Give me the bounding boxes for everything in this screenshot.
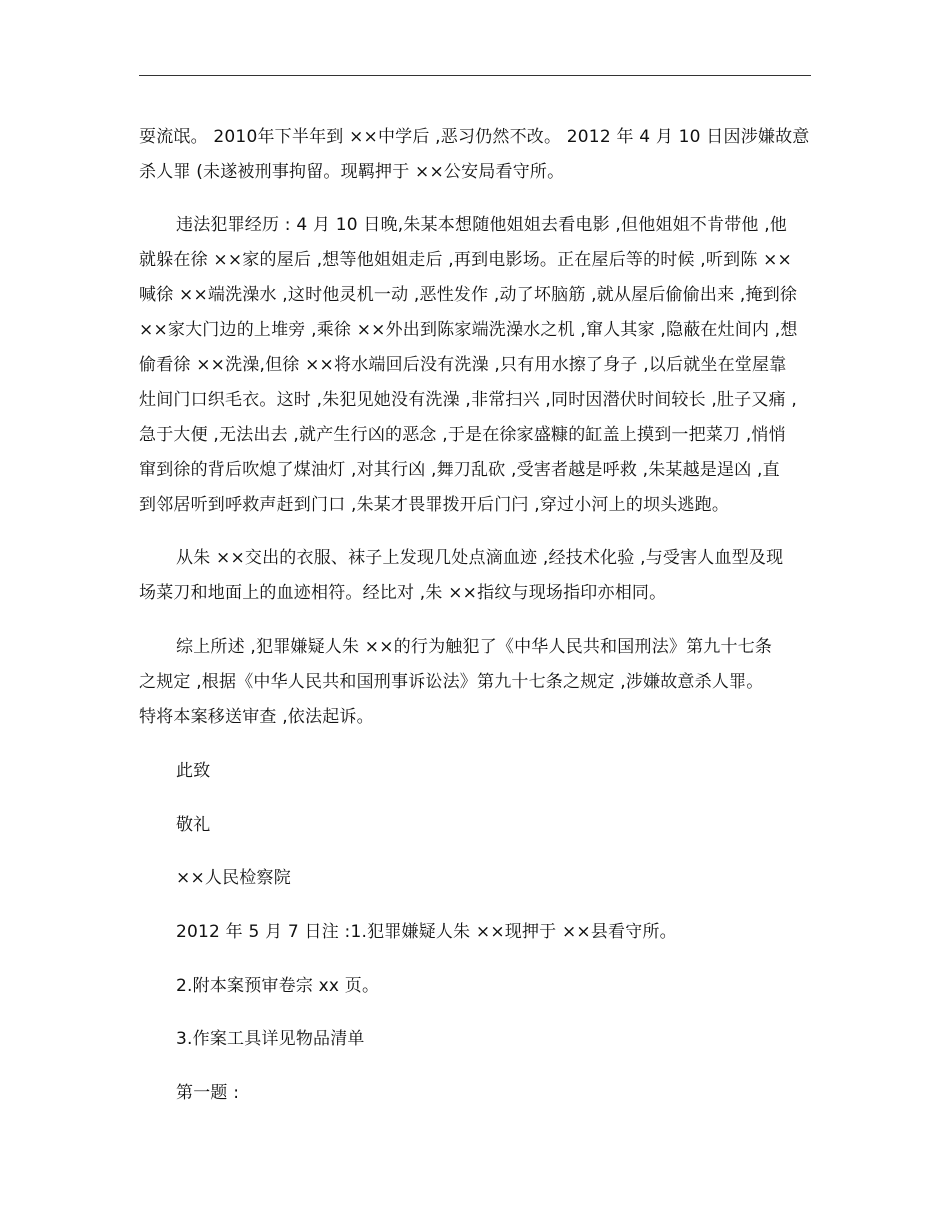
text-line-1: 耍流氓。 2010年下半年到 ××中学后 ,恶习仍然不改。 2012 年 4 月 10 日因涉嫌故意 (139, 127, 810, 147)
text-line-4: 就躲在徐 ××家的屋后 ,想等他姐姐走后 ,再到电影场。正在屋后等的时候 ,听到陈 ×× (139, 250, 793, 270)
signature-line: ××人民检察院 (176, 868, 291, 888)
text-line-9: 急于大便 ,无法出去 ,就产生行凶的恶念 ,于是在徐家盛糠的缸盖上摸到一把菜刀 ,悄悄 (139, 425, 786, 445)
text-line-12: 从朱 ××交出的衣服、袜子上发现几处点滴血迹 ,经技术化验 ,与受害人血型及现 (176, 548, 784, 568)
text-line-8: 灶间门口织毛衣。这时 ,朱犯见她没有洗澡 ,非常扫兴 ,同时因潜伏时间较长 ,肚子又痛 , (139, 390, 798, 410)
text-line-2: 杀人罪 (未遂被刑事拘留。现羁押于 ××公安局看守所。 (139, 162, 565, 182)
text-line-13: 场菜刀和地面上的血迹相符。经比对 ,朱 ××指纹与现场指印亦相同。 (139, 583, 667, 603)
text-line-10: 窜到徐的背后吹熄了煤油灯 ,对其行凶 ,舞刀乱砍 ,受害者越是呼救 ,朱某越是逞凶 ,直 (139, 460, 780, 480)
text-line-3: 违法犯罪经历 : 4 月 10 日晚,朱某本想随他姐姐去看电影 ,但他姐姐不肯带他 ,他 (176, 215, 788, 235)
header-rule (139, 75, 811, 76)
question-heading: 第一题 : (176, 1083, 240, 1103)
text-line-7: 偷看徐 ××洗澡,但徐 ××将水端回后没有洗澡 ,只有用水擦了身子 ,以后就坐在堂屋靠 (139, 355, 787, 375)
note-2-line: 2.附本案预审卷宗 xx 页。 (176, 976, 380, 996)
note-3-line: 3.作案工具详见物品清单 (176, 1029, 365, 1049)
date-note-line: 2012 年 5 月 7 日注 :1.犯罪嫌疑人朱 ××现押于 ××县看守所。 (176, 922, 677, 942)
text-line-6: ××家大门边的上堆旁 ,乘徐 ××外出到陈家端洗澡水之机 ,窜人其家 ,隐蔽在灶间内 ,想 (139, 320, 798, 340)
regards-line: 敬礼 (176, 815, 211, 835)
text-line-5: 喊徐 ××端洗澡水 ,这时他灵机一动 ,恶性发作 ,动了坏脑筋 ,就从屋后偷偷出来 ,掩到徐 (139, 285, 798, 305)
salutation-line: 此致 (176, 761, 211, 781)
text-line-11: 到邻居听到呼救声赶到门口 ,朱某才畏罪拨开后门闩 ,穿过小河上的坝头逃跑。 (139, 495, 730, 515)
text-line-16: 特将本案移送审查 ,依法起诉。 (139, 707, 374, 727)
text-line-14: 综上所述 ,犯罪嫌疑人朱 ××的行为触犯了《中华人民共和国刑法》第九十七条 (176, 637, 773, 657)
text-line-15: 之规定 ,根据《中华人民共和国刑事诉讼法》第九十七条之规定 ,涉嫌故意杀人罪。 (139, 672, 764, 692)
